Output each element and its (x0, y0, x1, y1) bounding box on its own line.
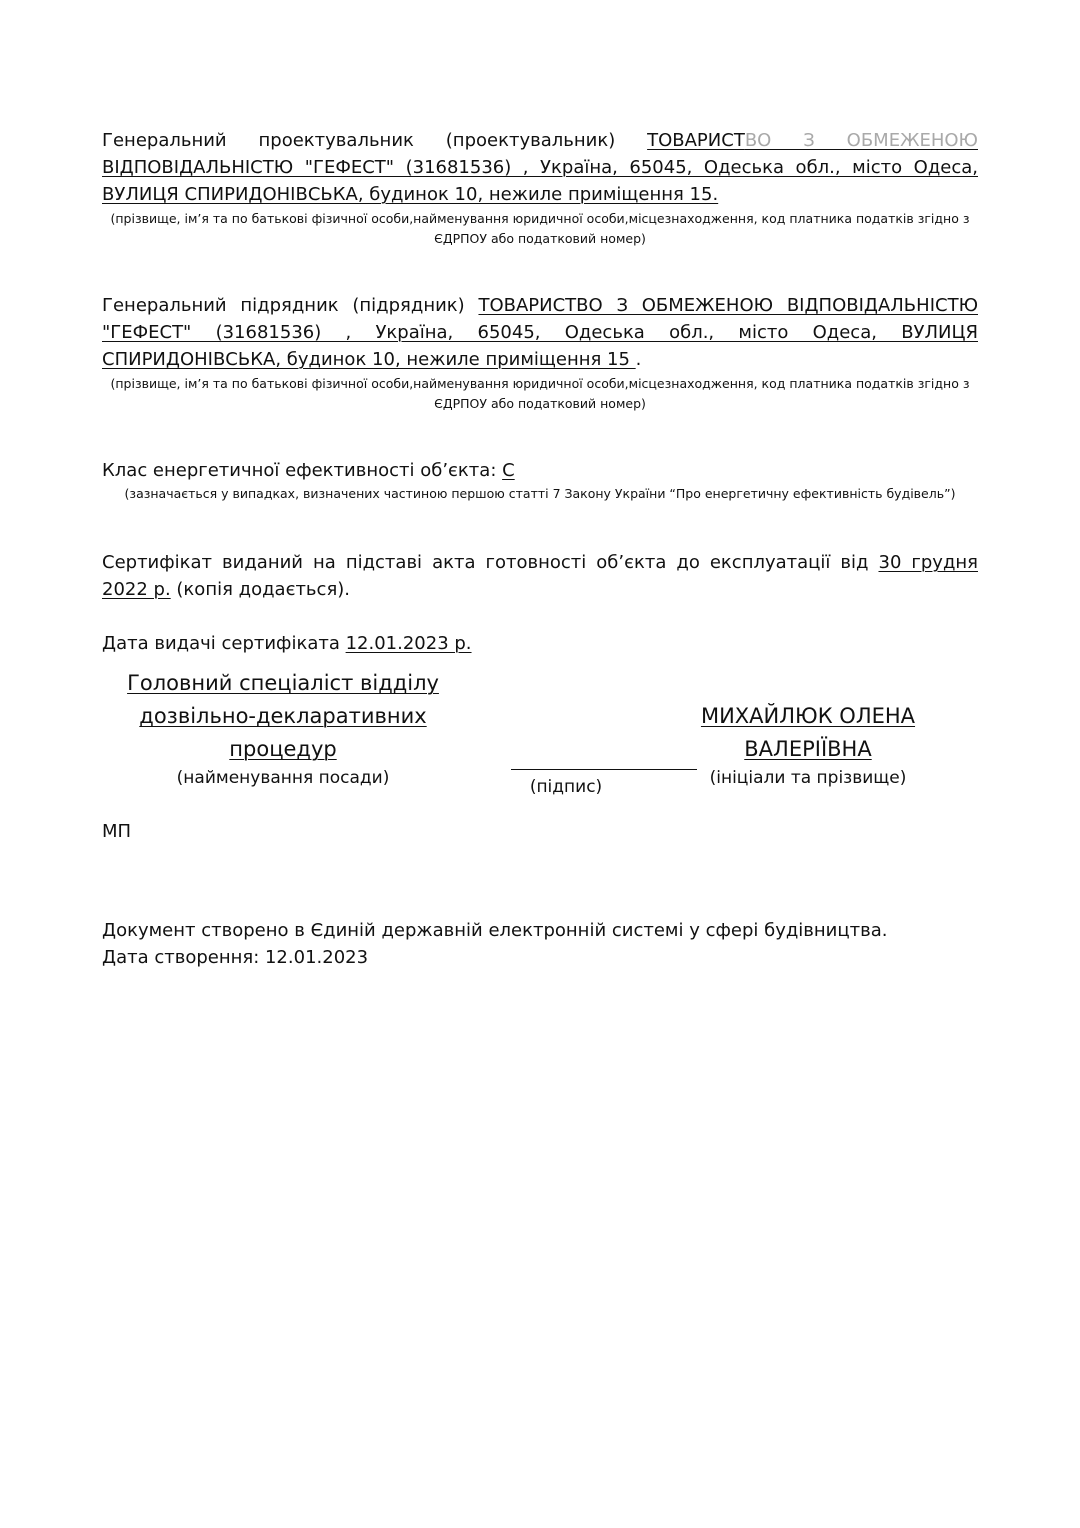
stamp-label: МП (102, 821, 132, 842)
designer-value-rest: ВІДПОВІДАЛЬНІСТЮ "ГЕФЕСТ" (31681536) , Україна, 65045, Одеська обл., місто Одеса, ВУЛИЦЯ СПИРИДОНІВСЬКА, будинок 10, нежиле приміщення 15. (102, 157, 978, 205)
energy-class-line (102, 457, 515, 484)
designer-label: Генеральний проектувальник (проектувальник) (102, 130, 616, 151)
position-line-1: Головний спеціаліст відділу (127, 671, 439, 695)
position-line-3: процедур (229, 737, 337, 761)
energy-class-note: (зазначається у випадках, визначених частиною першою статті 7 Закону України “Про енергетичну ефективність будівель”) (124, 486, 956, 501)
name-line-1: МИХАЙЛЮК ОЛЕНА (700, 704, 916, 728)
designer-value-dark: ТОВАРИСТ (647, 130, 745, 151)
basis-paragraph (102, 549, 978, 603)
issue-date-value: 12.01.2023 р. (345, 633, 472, 654)
energy-class-value: С (502, 460, 515, 481)
contractor-note: (прізвище, ім’я та по батькові фізичної особи,найменування юридичної особи,місцезнаходження, код платника податків згідно з ЄДРПОУ або податковий номер) (110, 376, 970, 411)
position-line-2: дозвільно-декларативних (139, 704, 427, 728)
position-block (102, 667, 464, 766)
basis-date: 30 грудня 2022 р. (102, 552, 978, 600)
contractor-end: . (635, 349, 642, 370)
issue-date-label: Дата видачі сертифіката (102, 633, 346, 654)
position-caption: (найменування посади) (176, 768, 390, 788)
contractor-paragraph (102, 292, 978, 373)
name-line-2: ВАЛЕРІЇВНА (744, 737, 872, 761)
contractor-value: ТОВАРИСТВО З ОБМЕЖЕНОЮ ВІДПОВІДАЛЬНІСТЮ "ГЕФЕСТ" (31681536) , Україна, 65045, Одеська обл., місто Одеса, ВУЛИЦЯ СПИРИДОНІВСЬКА, будинок 10, нежиле приміщення 15 (102, 295, 978, 370)
signature-caption: (підпис) (529, 777, 603, 797)
contractor-label: Генеральний підрядник (підрядник) (102, 295, 465, 316)
designer-note: (прізвище, ім’я та по батькові фізичної особи,найменування юридичної особи,місцезнаходження, код платника податків згідно з ЄДРПОУ або податковий номер) (110, 211, 970, 246)
designer-paragraph (102, 127, 978, 208)
signature-line (511, 769, 697, 770)
energy-class-label: Клас енергетичної ефективності об’єкта: (102, 460, 503, 481)
name-block (676, 700, 940, 766)
basis-text-after: (копія додається). (170, 579, 351, 600)
basis-text: Сертифікат виданий на підставі акта готовності об’єкта до експлуатації від (102, 552, 879, 573)
name-caption: (ініціали та прізвище) (709, 768, 907, 788)
issue-date-line (102, 630, 472, 657)
created-in-text: Документ створено в Єдиній державній електронній системі у сфері будівництва. (102, 920, 888, 941)
created-date-text: Дата створення: 12.01.2023 (102, 947, 369, 968)
designer-value-faded: ВО З ОБМЕЖЕНОЮ (744, 130, 978, 151)
